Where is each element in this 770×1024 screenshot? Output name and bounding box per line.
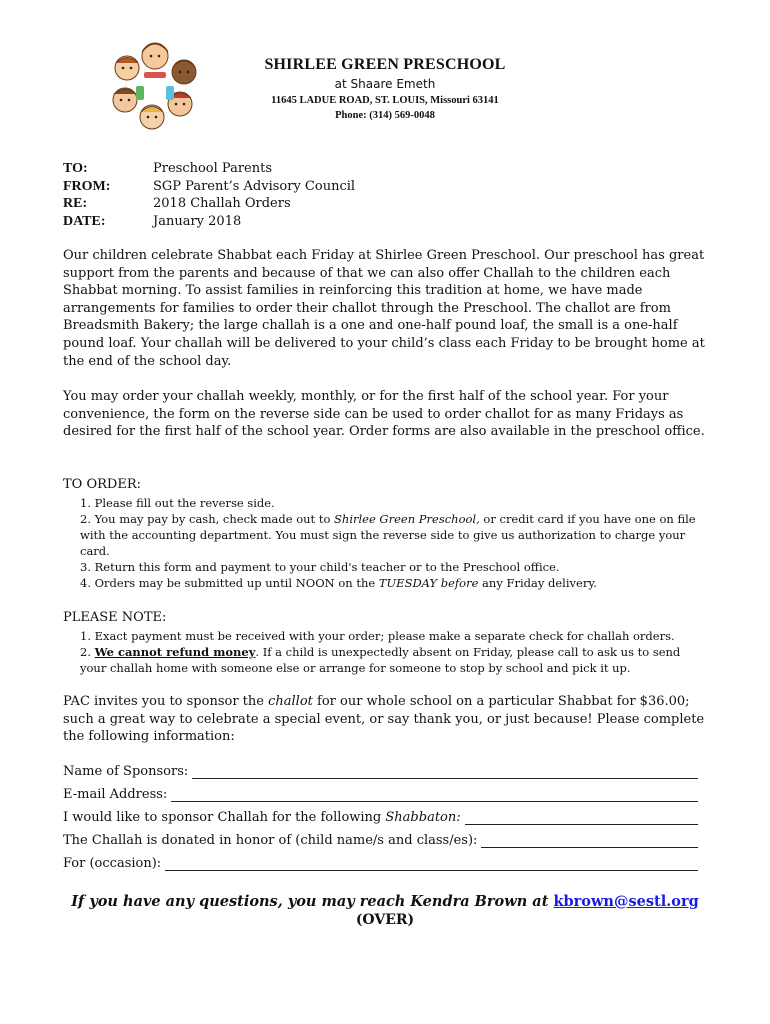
school-phone: Phone: (314) 569-0048: [335, 110, 435, 121]
memo-block: [63, 160, 355, 230]
order-step-1: 1. Please fill out the reverse side.: [80, 496, 275, 510]
please-note-list: [80, 628, 710, 676]
school-address: 11645 LADUE ROAD, ST. LOUIS, Missouri 63141: [271, 95, 499, 106]
sponsor-paragraph: PAC invites you to sponsor the challot for our whole school on a particular Shabbat for $36.00; such a great way to celebrate a special event, or say thank you, or just because! Please complete the following information:: [63, 694, 705, 745]
to-label: TO:: [63, 161, 88, 176]
order-step-3: 3. Return this form and payment to your child's teacher or to the Preschool office.: [80, 560, 560, 574]
order-step-4: 4. Orders may be submitted up until NOON on the TUESDAY before any Friday delivery.: [80, 576, 597, 590]
over-note: (OVER): [355, 912, 415, 928]
school-subtitle: at Shaare Emeth: [334, 77, 436, 91]
to-order-heading: TO ORDER:: [63, 477, 141, 492]
honor-field[interactable]: [63, 833, 698, 848]
sponsor-name-field[interactable]: [63, 764, 698, 779]
school-name: SHIRLEE GREEN PRESCHOOL: [264, 56, 506, 73]
sponsor-name-label: Name of Sponsors:: [63, 764, 189, 779]
re-value: 2018 Challah Orders: [153, 196, 291, 211]
intro-paragraph: Our children celebrate Shabbat each Friday at Shirlee Green Preschool. Our preschool has great support from the parents and because of that we can also offer Challah to the children each Shabbat morning. To assist families in reinforcing this tradition at home, we have made arrangements for families to order their challot through the Preschool. The challot are from Breadsmith Bakery; the large challah is a one and one-half pound loaf, the small is a one-half pound loaf. Your challah will be delivered to your child’s class each Friday to be brought home at the end of the school day.: [63, 248, 705, 369]
from-value: SGP Parent’s Advisory Council: [153, 178, 356, 194]
occasion-label: For (occasion):: [63, 856, 162, 871]
re-label: RE:: [63, 196, 88, 211]
shabbaton-field[interactable]: [63, 810, 698, 825]
from-label: FROM:: [63, 178, 111, 194]
date-label: DATE:: [63, 213, 106, 229]
note-item-2: 2. We cannot refund money. If a child is unexpectedly absent on Friday, please call to ask us to send your challah home with someone else or arrange for someone to stop by school and pick it up.: [80, 645, 681, 675]
email-label: E-mail Address:: [63, 787, 168, 802]
shabbaton-label: I would like to sponsor Challah for the following Shabbaton:: [63, 810, 461, 825]
contact-line: If you have any questions, you may reach Kendra Brown at kbrown@sestl.org: [71, 893, 699, 910]
honor-label: The Challah is donated in honor of (child name/s and class/es):: [63, 833, 478, 848]
to-value: Preschool Parents: [153, 161, 273, 176]
email-field[interactable]: [63, 787, 698, 802]
order-step-2: 2. You may pay by cash, check made out to Shirlee Green Preschool, or credit card if you have one on file with the accounting department. You must sign the reverse side to give us authorization to charge your card.: [80, 512, 696, 558]
letterhead: [0, 56, 770, 121]
contact-email-link[interactable]: kbrown@sestl.org: [553, 893, 699, 910]
please-note-heading: PLEASE NOTE:: [63, 610, 167, 625]
ordering-paragraph: You may order your challah weekly, monthly, or for the first half of the school year. For your convenience, the form on the reverse side can be used to order challot for as many Fridays as desired for the first half of the school year. Order forms are also available in the preschool office.: [63, 389, 705, 440]
note-item-1: 1. Exact payment must be received with your order; please make a separate check for challah orders.: [80, 629, 675, 643]
date-value: January 2018: [153, 213, 242, 229]
to-order-list: [80, 495, 710, 591]
occasion-field[interactable]: [63, 856, 698, 871]
